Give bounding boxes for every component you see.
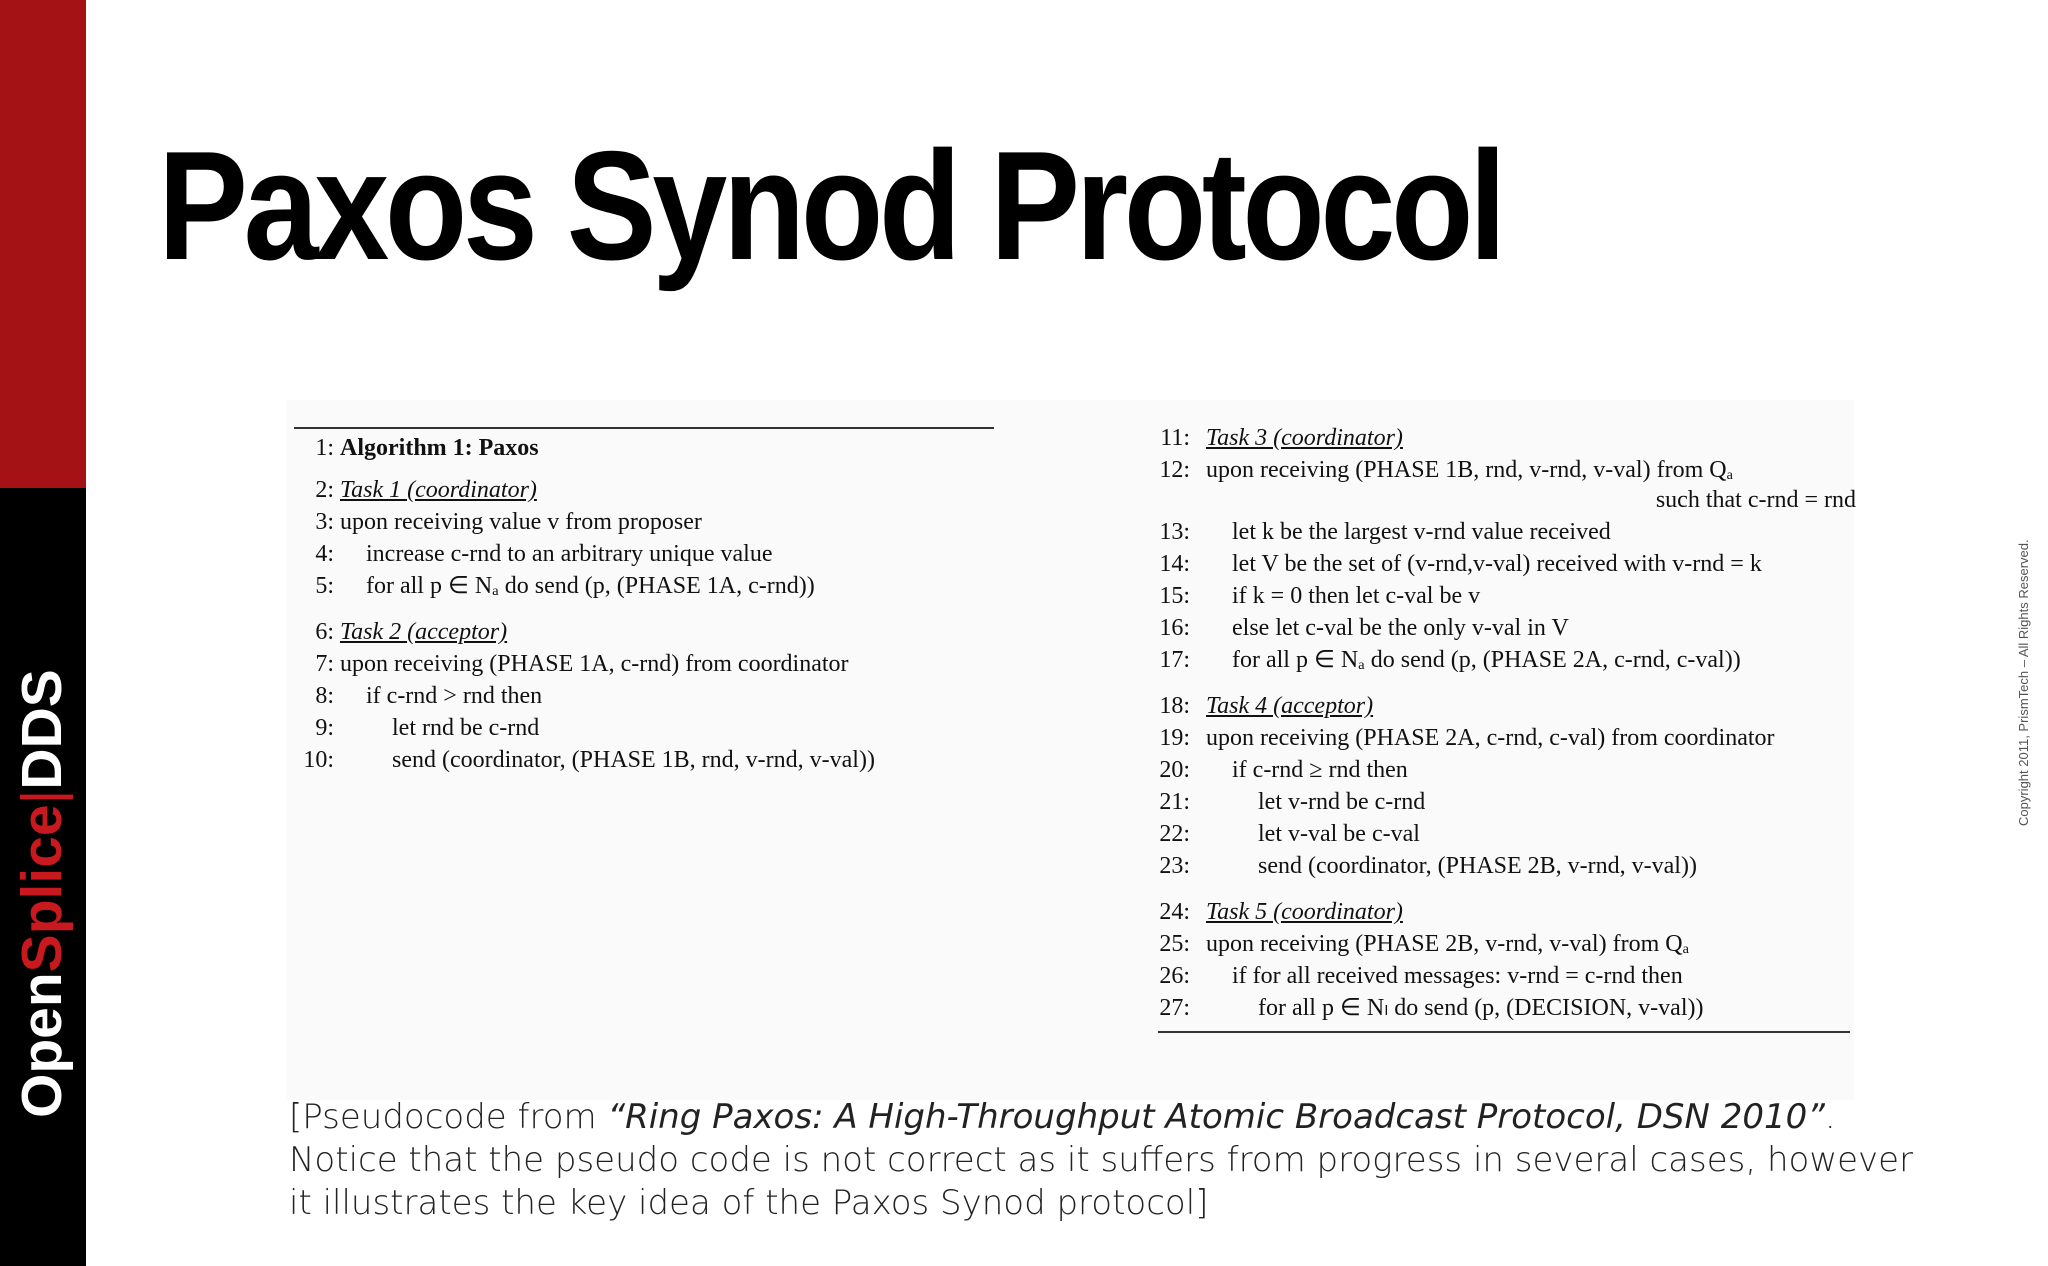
algorithm-line-number: 27: — [1159, 995, 1190, 1021]
algorithm-line-text: if for all received messages: v-rnd = c-rnd then — [1232, 963, 1683, 989]
caption-citation: “Ring Paxos: A High-Throughput Atomic Broadcast Protocol, DSN 2010” — [607, 1097, 1825, 1137]
algorithm-line-number: 24: — [1159, 899, 1190, 925]
algorithm-line-number: 19: — [1159, 725, 1190, 751]
algorithm-line-number: 25: — [1159, 931, 1190, 957]
copyright-notice: Copyright 2011, PrismTech – All Rights Reserved. — [2016, 539, 2031, 826]
algorithm-line-number: 10: — [303, 747, 334, 773]
algorithm-line-text: if k = 0 then let c-val be v — [1232, 583, 1481, 609]
algorithm-line-text: for all p ∈ Nₐ do send (p, (PHASE 1A, c-rnd)) — [366, 573, 815, 599]
algorithm-line-number: 23: — [1159, 853, 1190, 879]
algorithm-line-text: upon receiving (PHASE 1A, c-rnd) from coordinator — [340, 651, 849, 677]
algorithm-line-number: 5: — [315, 573, 334, 599]
algorithm-line-number: 12: — [1159, 457, 1190, 483]
algorithm-line-number: 17: — [1159, 647, 1190, 673]
algorithm-line-text: let v-val be c-val — [1258, 821, 1420, 847]
algorithm-line-number: 4: — [315, 541, 334, 567]
algorithm-line-text: for all p ∈ Nₗ do send (p, (DECISION, v-val)) — [1258, 995, 1704, 1021]
algorithm-line-text: upon receiving (PHASE 2B, v-rnd, v-val) from Qₐ — [1206, 931, 1690, 957]
algorithm-line-number: 11: — [1160, 425, 1190, 451]
slide-title: Paxos Synod Protocol — [158, 119, 1503, 292]
algorithm-line-text: Algorithm 1: Paxos — [340, 435, 539, 461]
algorithm-line-number: 7: — [315, 651, 334, 677]
algorithm-line-number: 13: — [1159, 519, 1190, 545]
algorithm-line-text: let v-rnd be c-rnd — [1258, 789, 1426, 815]
algorithm-line-number: 8: — [315, 683, 334, 709]
algorithm-line-number: 15: — [1159, 583, 1190, 609]
algorithm-line-number: 18: — [1159, 693, 1190, 719]
algorithm-line-text: let V be the set of (v-rnd,v-val) received with v-rnd = k — [1232, 551, 1762, 577]
algorithm-line-text: send (coordinator, (PHASE 1B, rnd, v-rnd, v-val)) — [392, 747, 875, 773]
algorithm-line-text: Task 5 (coordinator) — [1206, 899, 1403, 925]
algorithm-line-number: 22: — [1159, 821, 1190, 847]
algorithm-line-text: upon receiving value v from proposer — [340, 509, 702, 535]
opensplice-dds-logo — [10, 669, 74, 1118]
algorithm-line-text: increase c-rnd to an arbitrary unique value — [366, 541, 773, 567]
algorithm-line-text: let k be the largest v-rnd value received — [1232, 519, 1611, 545]
algorithm-left-top-rule — [294, 427, 994, 429]
algorithm-line-number: 9: — [315, 715, 334, 741]
caption-prefix: [Pseudocode from — [289, 1097, 608, 1137]
slide-caption — [289, 1096, 1929, 1225]
logo-splice: Splice — [10, 804, 74, 973]
logo-dds: DDS — [10, 669, 74, 790]
algorithm-right-bottom-rule — [1158, 1031, 1850, 1033]
algorithm-line-text: upon receiving (PHASE 1B, rnd, v-rnd, v-val) from Qₐ — [1206, 457, 1734, 483]
algorithm-line-text: let rnd be c-rnd — [392, 715, 540, 741]
sidebar-red-band — [0, 0, 86, 488]
algorithm-line-number: 16: — [1159, 615, 1190, 641]
algorithm-line-number: 26: — [1159, 963, 1190, 989]
caption-suffix: . Notice that the pseudo code is not correct as it suffers from progress in several cases, however it illustrates the key idea of the Paxos Synod protocol] — [289, 1097, 1914, 1223]
algorithm-line-text: else let c-val be the only v-val in V — [1232, 615, 1569, 641]
algorithm-line-text: if c-rnd ≥ rnd then — [1232, 757, 1408, 783]
algorithm-line-text: Task 1 (coordinator) — [340, 477, 537, 503]
algorithm-line-text: Task 4 (acceptor) — [1206, 693, 1374, 719]
algorithm-left-column — [290, 432, 1010, 792]
algorithm-line-number: 21: — [1159, 789, 1190, 815]
algorithm-line-text: upon receiving (PHASE 2A, c-rnd, c-val) from coordinator — [1206, 725, 1775, 751]
algorithm-line-text: send (coordinator, (PHASE 2B, v-rnd, v-val)) — [1258, 853, 1697, 879]
algorithm-line-number: 14: — [1159, 551, 1190, 577]
algorithm-line-text: Task 3 (coordinator) — [1206, 425, 1403, 451]
algorithm-line-text: such that c-rnd = rnd — [1655, 487, 1856, 513]
algorithm-line-number: 6: — [315, 619, 334, 645]
algorithm-line-text: for all p ∈ Nₐ do send (p, (PHASE 2A, c-rnd, c-val)) — [1232, 647, 1741, 673]
algorithm-line-text: if c-rnd > rnd then — [366, 683, 543, 709]
logo-separator: | — [10, 789, 74, 805]
algorithm-right-column — [1146, 422, 1866, 1032]
algorithm-line-number: 2: — [315, 477, 334, 503]
sidebar — [0, 0, 86, 1266]
algorithm-line-number: 20: — [1159, 757, 1190, 783]
algorithm-line-number: 1: — [315, 435, 334, 461]
algorithm-line-number: 3: — [315, 509, 334, 535]
logo-open: Open — [10, 972, 74, 1118]
algorithm-line-text: Task 2 (acceptor) — [340, 619, 508, 645]
